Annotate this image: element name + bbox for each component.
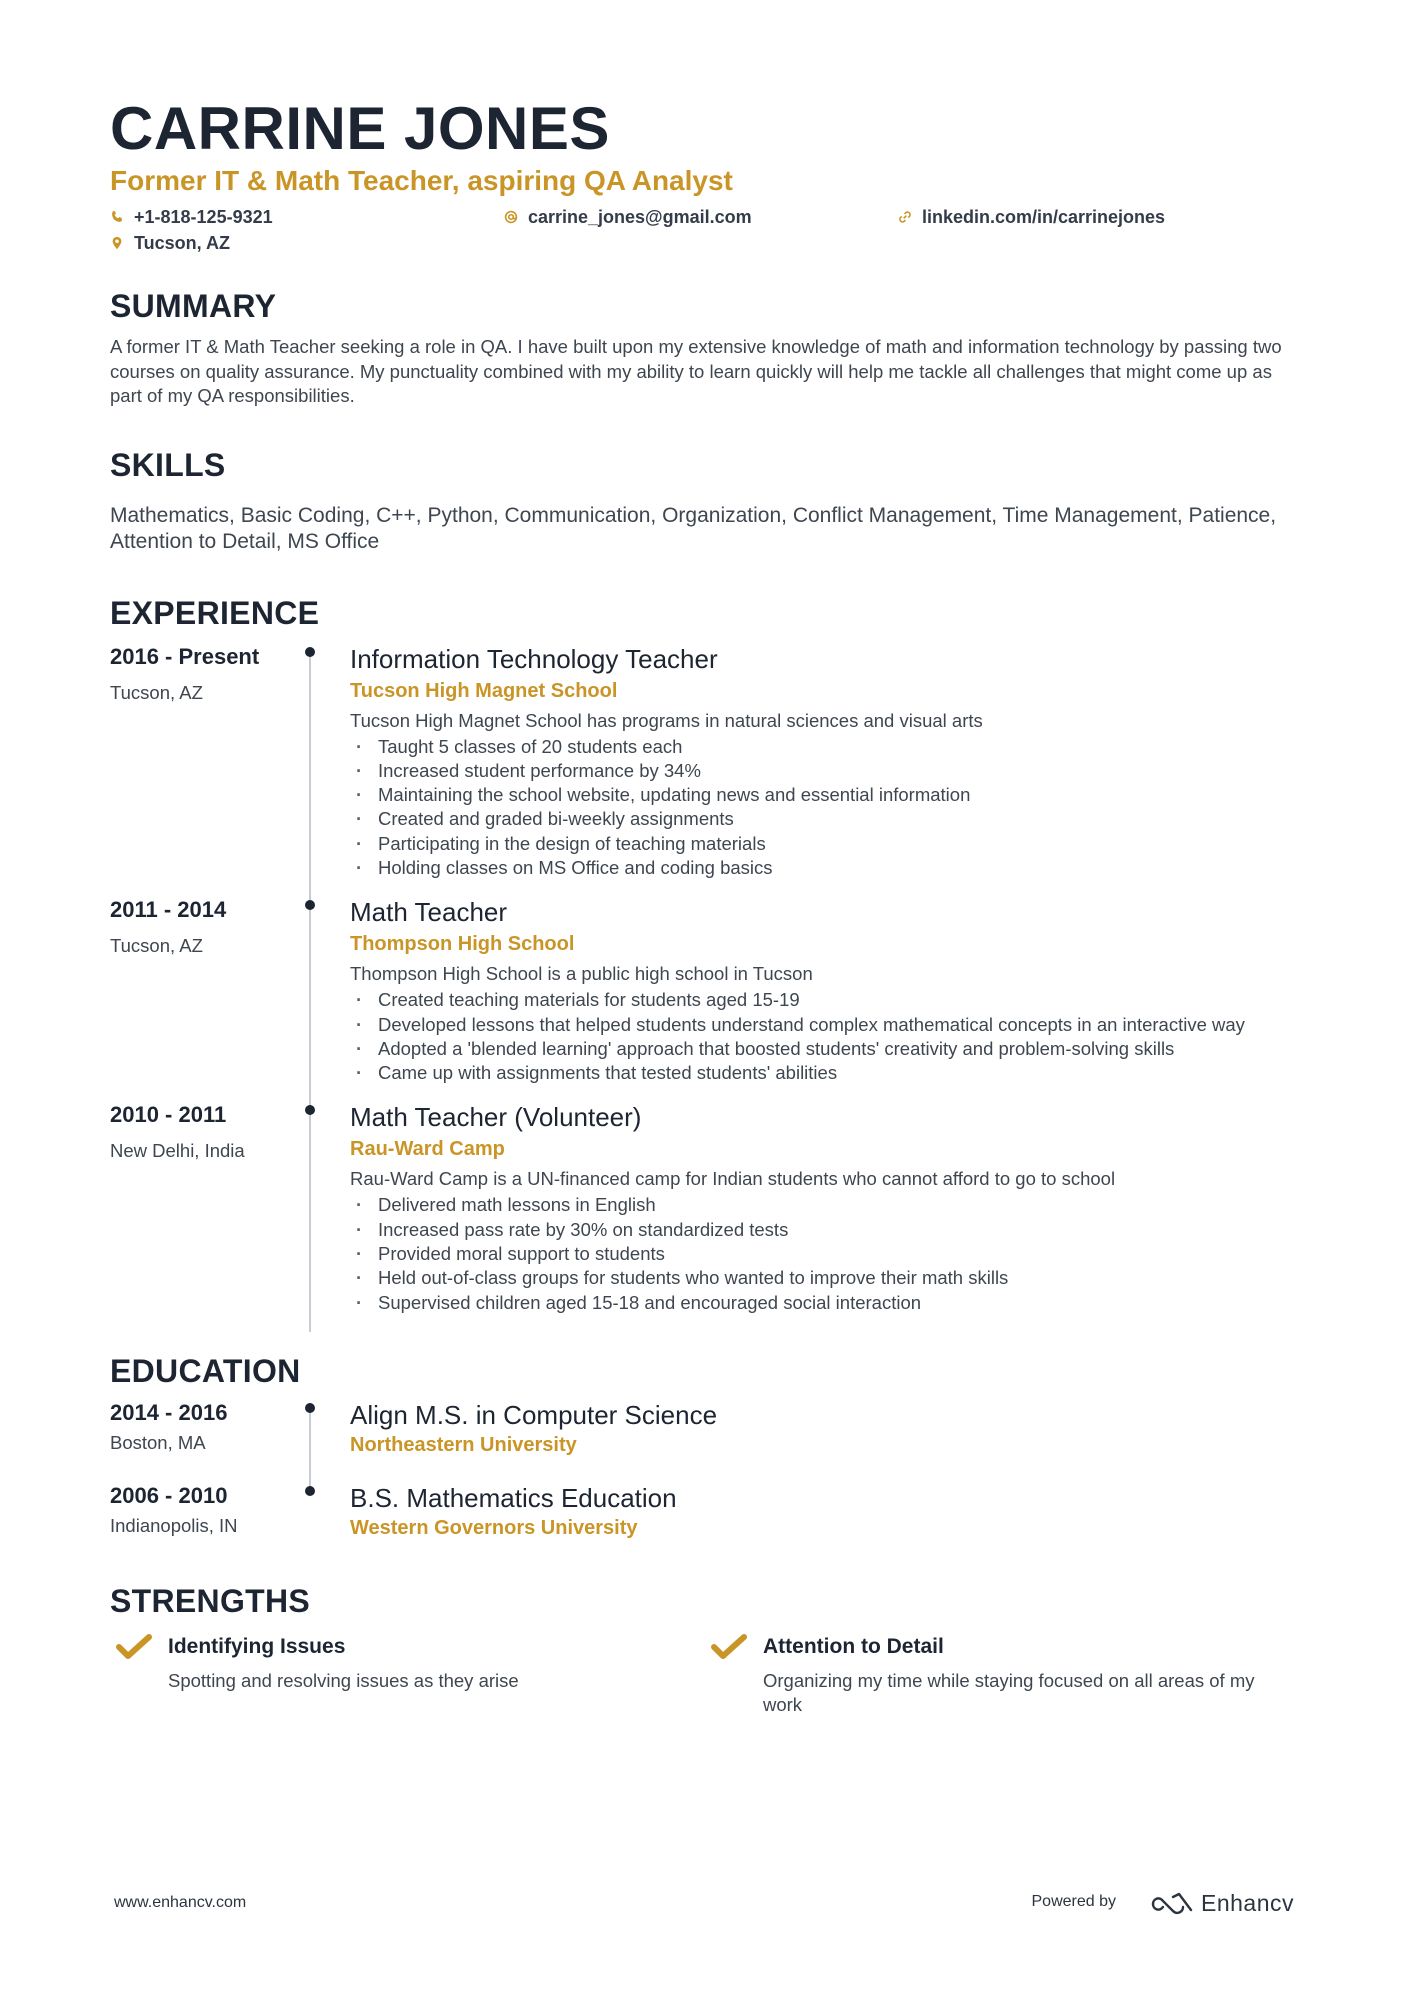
experience-desc: Thompson High School is a public high school in Tucson: [350, 963, 813, 985]
checkmark-icon: [711, 1633, 747, 1663]
experience-org: Thompson High School: [350, 933, 575, 956]
experience-bullets: [350, 988, 1270, 1085]
bullet-item: · Came up with assignments that tested students' abilities: [350, 1061, 1270, 1085]
footer-site-link[interactable]: www.enhancv.com: [114, 1894, 247, 1911]
contact-row: [110, 204, 1300, 230]
experience-desc: Rau-Ward Camp is a UN-financed camp for Indian students who cannot afford to go to school: [350, 1168, 1116, 1190]
checkmark-icon: [116, 1633, 152, 1663]
bullet-item: · Holding classes on MS Office and coding basics: [350, 856, 1300, 880]
education-entry: [110, 1399, 1300, 1458]
location-pin-icon: [110, 236, 124, 250]
bullet-item: · Taught 5 classes of 20 students each: [350, 735, 1300, 759]
education-section: [110, 1351, 1300, 1541]
experience-entry: [110, 896, 1300, 1085]
experience-bullets: [350, 735, 1300, 881]
experience-desc: Tucson High Magnet School has programs in natural sciences and visual arts: [350, 709, 983, 731]
education-dates: 2006 - 2010: [110, 1482, 228, 1508]
experience-role: Math Teacher (Volunteer): [350, 1102, 642, 1133]
education-entry: [110, 1482, 1300, 1541]
bullet-item: · Maintaining the school website, updating news and essential information: [350, 783, 1300, 807]
experience-section: [110, 593, 1300, 1315]
education-heading: EDUCATION: [110, 1352, 301, 1389]
experience-location: Tucson, AZ: [110, 681, 203, 703]
bullet-item: · Delivered math lessons in English: [350, 1193, 1300, 1217]
strength-title: Attention to Detail: [763, 1634, 944, 1658]
timeline-dot: [305, 1105, 315, 1115]
location-text: Tucson, AZ: [134, 233, 230, 253]
bullet-item: · Adopted a 'blended learning' approach that boosted students' creativity and problem-solving skills: [350, 1037, 1270, 1061]
bullet-item: · Increased student performance by 34%: [350, 759, 1300, 783]
experience-dates: 2011 - 2014: [110, 897, 227, 923]
email-contact[interactable]: [504, 204, 898, 230]
bullet-item: · Held out-of-class groups for students who wanted to improve their math skills: [350, 1266, 1300, 1290]
experience-timeline: [110, 643, 1300, 1315]
experience-dates: 2016 - Present: [110, 643, 260, 669]
timeline-dot: [305, 647, 315, 657]
linkedin-contact[interactable]: [898, 204, 1165, 230]
brand-name: Enhancv: [1200, 1890, 1294, 1916]
resume-content: [110, 95, 1300, 1718]
strengths-list: [110, 1633, 1300, 1718]
strengths-heading: STRENGTHS: [110, 1582, 311, 1619]
timeline-dot: [305, 1403, 315, 1413]
experience-dates: 2010 - 2011: [110, 1102, 227, 1128]
skills-heading: SKILLS: [110, 446, 226, 483]
phone-contact: [110, 204, 504, 230]
experience-org: Tucson High Magnet School: [350, 679, 618, 702]
education-degree: B.S. Mathematics Education: [350, 1482, 677, 1513]
email-text[interactable]: carrine_jones@gmail.com: [528, 207, 752, 227]
bullet-item: · Developed lessons that helped students understand complex mathematical concepts in an interactive way: [350, 1013, 1270, 1037]
experience-org: Rau-Ward Camp: [350, 1138, 505, 1161]
education-degree: Align M.S. in Computer Science: [350, 1399, 718, 1430]
experience-bullets: [350, 1193, 1300, 1314]
footer: [114, 1890, 1294, 1920]
experience-role: Information Technology Teacher: [350, 643, 718, 674]
timeline-dot: [305, 900, 315, 910]
enhancv-logo-icon: [1149, 1891, 1195, 1917]
skills-section: [110, 445, 1300, 555]
bullet-item: · Created teaching materials for students aged 15-19: [350, 988, 1270, 1012]
experience-role: Math Teacher: [350, 897, 508, 928]
experience-entry: [110, 1101, 1300, 1314]
bullet-item: · Supervised children aged 15-18 and encouraged social interaction: [350, 1291, 1300, 1315]
experience-entry: [110, 643, 1300, 881]
experience-location: New Delhi, India: [110, 1140, 245, 1162]
header: [110, 95, 1300, 256]
link-icon: [898, 210, 912, 224]
location-contact: [110, 230, 230, 256]
education-dates: 2014 - 2016: [110, 1399, 228, 1425]
strength-desc: Spotting and resolving issues as they arise: [168, 1669, 519, 1691]
experience-heading: EXPERIENCE: [110, 594, 320, 631]
education-timeline: [110, 1399, 1300, 1541]
powered-by-label: Powered by: [1031, 1893, 1116, 1910]
bullet-item: · Participating in the design of teaching materials: [350, 832, 1300, 856]
timeline-dot: [305, 1486, 315, 1496]
location-row: [110, 230, 1300, 256]
education-location: Indianopolis, IN: [110, 1514, 238, 1536]
education-location: Boston, MA: [110, 1431, 206, 1453]
phone-icon: [110, 210, 124, 224]
skills-text: Mathematics, Basic Coding, C++, Python, Communication, Organization, Conflict Management, Time Management, Patience, Attention to Detail, MS Office: [110, 503, 1277, 553]
strength-title: Identifying Issues: [168, 1634, 346, 1658]
bullet-item: · Increased pass rate by 30% on standardized tests: [350, 1218, 1300, 1242]
summary-heading: SUMMARY: [110, 288, 277, 324]
candidate-name: CARRINE JONES: [110, 95, 610, 162]
summary-section: [110, 286, 1300, 409]
bullet-item: · Provided moral support to students: [350, 1242, 1300, 1266]
strength-item: [110, 1633, 705, 1718]
strength-desc: Organizing my time while staying focused on all areas of my work: [763, 1669, 1255, 1716]
candidate-title: Former IT & Math Teacher, aspiring QA Analyst: [110, 165, 733, 196]
phone-text: +1-818-125-9321: [134, 207, 273, 227]
strength-item: [705, 1633, 1300, 1718]
strengths-section: [110, 1581, 1300, 1718]
at-icon: [504, 210, 518, 224]
education-school: Northeastern University: [350, 1433, 577, 1456]
enhancv-brand[interactable]: [1149, 1890, 1294, 1917]
linkedin-text[interactable]: linkedin.com/in/carrinejones: [922, 207, 1166, 227]
bullet-item: · Created and graded bi-weekly assignments: [350, 807, 1300, 831]
summary-text: A former IT & Math Teacher seeking a role in QA. I have built upon my extensive knowledge of math and information technology by passing two courses on quality assurance. My punctuality combined with my ability to learn quickly will help me tackle all challenges that might come up as part of my QA responsibilities.: [110, 336, 1282, 406]
experience-location: Tucson, AZ: [110, 935, 203, 957]
education-school: Western Governors University: [350, 1516, 638, 1539]
